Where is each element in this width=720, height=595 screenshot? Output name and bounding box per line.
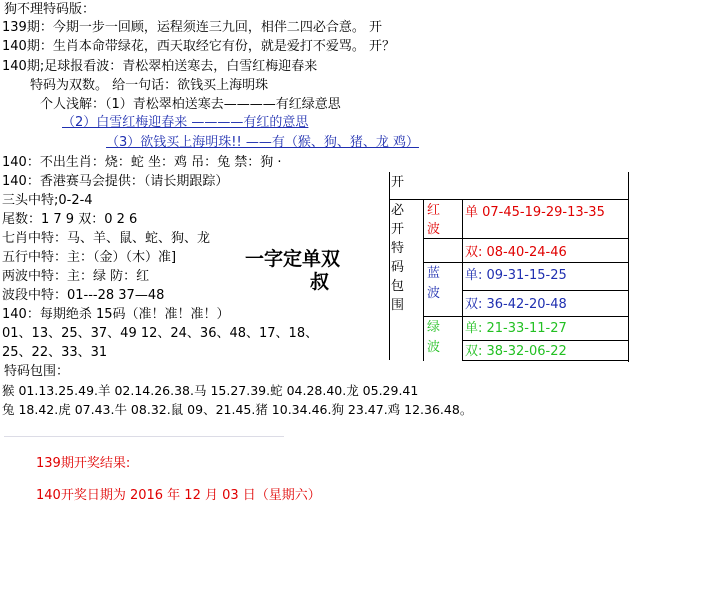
left-line-1: 140：不出生肖：烧：蛇 坐：鸡 吊：兔 禁：狗 · <box>2 155 282 170</box>
left-line-13: 猴 01.13.25.49.羊 02.14.26.38.马 15.27.39.蛇 04.28.40.龙 05.29.41 <box>2 383 419 398</box>
left-line-12: 特码包围： <box>4 364 70 379</box>
red-single: 单 07-45-19-29-13-35 <box>465 205 605 220</box>
green-single: 单: 21-33-11-27 <box>465 321 567 336</box>
table-head: 开 <box>391 175 405 190</box>
slogan-line-2: 叔 <box>310 271 330 293</box>
faint-divider <box>4 436 284 437</box>
green-wave-label-2: 波 <box>427 340 441 355</box>
left-line-4: 尾数：1 7 9 双：0 2 6 <box>2 212 138 227</box>
side-char-5: 包 <box>391 279 405 294</box>
red-double: 双: 08-40-24-46 <box>465 245 567 260</box>
blue-wave-label-1: 蓝 <box>427 266 441 281</box>
blue-double: 双: 36-42-20-48 <box>465 297 567 312</box>
side-char-2: 开 <box>391 222 405 237</box>
doc-title: 狗不理特码版： <box>4 2 96 17</box>
side-char-1: 必 <box>391 203 405 218</box>
red-wave-label-1: 红 <box>427 203 441 218</box>
left-line-11: 25、22、33、31 <box>2 345 108 360</box>
green-double: 双: 38-32-06-22 <box>465 344 567 359</box>
side-char-4: 码 <box>391 260 405 275</box>
green-wave-label-1: 绿 <box>427 320 441 335</box>
left-line-6: 五行中特：主：（金）（木）准] <box>2 250 177 265</box>
red-wave-label-2: 波 <box>427 222 441 237</box>
side-char-6: 围 <box>391 298 405 313</box>
left-line-2: 140：香港赛马会提供：（请长期跟踪） <box>2 174 229 189</box>
slogan-line-1: 一字定单双 <box>245 248 341 270</box>
left-line-10: 01、13、25、37、49 12、24、36、48、17、18、 <box>2 326 319 341</box>
line-140-a: 140期：生肖本命带绿花，西天取经它有份，就是爱打不爱骂。 开？ <box>2 39 395 54</box>
personal-explain: 个人浅解：（1）青松翠柏送寒去————有红绿意思 <box>40 97 341 112</box>
left-line-9: 140：每期绝杀 15码（准！准！准！） <box>2 307 230 322</box>
line-140-b: 140期;足球报看波：青松翠柏送寒去，白雪红梅迎春来 <box>2 59 318 74</box>
blue-wave-label-2: 波 <box>427 286 441 301</box>
blue-single: 单: 09-31-15-25 <box>465 268 567 283</box>
left-line-3: 三头中特;0-2-4 <box>2 193 93 208</box>
side-char-3: 特 <box>391 241 405 256</box>
tema-line: 特码为双数。 给一句话：欲钱买上海明珠 <box>30 78 269 93</box>
line-139: 139期：今期一步一回顾，运程须连三九回，相伴二四必合意。 开 <box>2 20 382 35</box>
result-heading: 139期开奖结果: <box>36 456 131 471</box>
explain-item-2: （2）白雪红梅迎春来 ————有红的意思 <box>62 115 309 130</box>
left-line-14: 兔 18.42.虎 07.43.牛 08.32.鼠 09、21.45.猪 10.34.46.狗 23.47.鸡 12.36.48。 <box>2 402 473 417</box>
left-line-8: 波段中特：01---28 37—48 <box>2 288 165 303</box>
explain-item-3: （3）欲钱买上海明珠!! ——有（猴、狗、猪、龙 鸡） <box>106 135 419 150</box>
draw-date: 140开奖日期为 2016 年 12 月 03 日（星期六） <box>36 488 321 503</box>
left-line-7: 两波中特：主：绿 防：红 <box>2 269 150 284</box>
left-line-5: 七肖中特：马、羊、鼠、蛇、狗、龙 <box>2 231 211 246</box>
